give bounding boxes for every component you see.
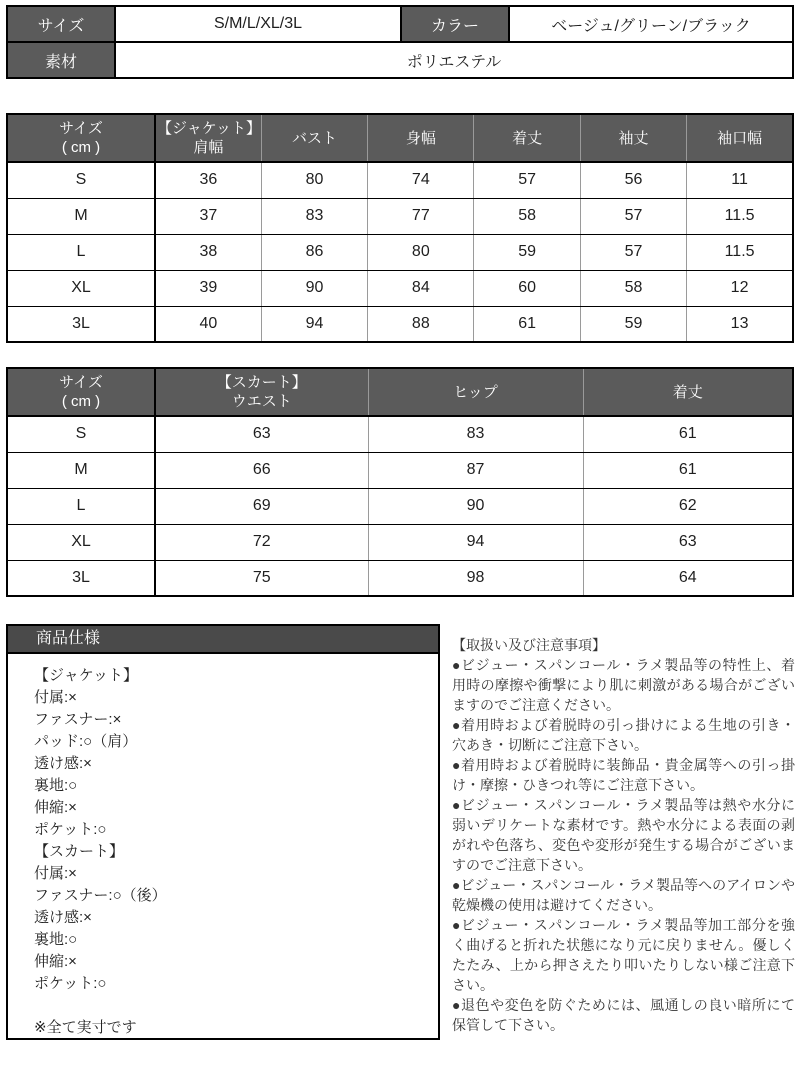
spec-line: ファスナー:×: [34, 711, 122, 728]
column-header-cuff: 袖口幅: [687, 114, 793, 162]
table-cell: 69: [155, 488, 368, 524]
spec-note: ※全て実寸です: [34, 1019, 137, 1036]
jacket-size-table: [6, 113, 794, 343]
table-cell: 94: [261, 306, 367, 342]
size-cell: M: [7, 198, 155, 234]
spec-line: ポケット:○: [34, 975, 107, 992]
care-note-item: ●ビジュー・スパンコール・ラメ製品等加工部分を強く曲げると折れた状態になり元に戻りません。優しくたたみ、上から押さえたり叩いたりしない様ご注意下さい。: [452, 917, 795, 993]
jacket-row-m: [7, 198, 793, 234]
table-cell: 56: [580, 162, 686, 198]
table-cell: 12: [687, 270, 793, 306]
spec-line: 【ジャケット】: [34, 667, 138, 684]
material-value-cell: ポリエステル: [115, 42, 793, 78]
skirt-row-xl: [7, 524, 793, 560]
table-cell: 83: [261, 198, 367, 234]
table-cell: 84: [368, 270, 474, 306]
size-cell: L: [7, 234, 155, 270]
table-cell: 58: [474, 198, 580, 234]
table-cell: 61: [583, 416, 793, 452]
skirt-row-3l: [7, 560, 793, 596]
spec-line: パッド:○（肩）: [34, 733, 138, 750]
table-cell: 59: [474, 234, 580, 270]
spec-line: ファスナー:○（後）: [34, 887, 167, 904]
table-cell: 87: [368, 452, 583, 488]
size-cell: S: [7, 162, 155, 198]
spec-line: 伸縮:×: [34, 953, 77, 970]
table-cell: 11: [687, 162, 793, 198]
table-cell: 60: [474, 270, 580, 306]
column-header-size: [7, 114, 155, 162]
table-cell: 98: [368, 560, 583, 596]
table-cell: 80: [261, 162, 367, 198]
table-cell: 59: [580, 306, 686, 342]
table-cell: 57: [580, 234, 686, 270]
size-value-cell: S/M/L/XL/3L: [115, 6, 401, 42]
column-header-bust: バスト: [261, 114, 367, 162]
table-cell: 38: [155, 234, 261, 270]
size-cell: M: [7, 452, 155, 488]
spec-line: 【スカート】: [34, 843, 125, 860]
table-cell: 61: [474, 306, 580, 342]
color-label-cell: カラー: [401, 6, 509, 42]
spec-box-content: [8, 654, 438, 1039]
spec-line: 伸縮:×: [34, 799, 77, 816]
size-cell: S: [7, 416, 155, 452]
jacket-row-3l: [7, 306, 793, 342]
table-cell: 36: [155, 162, 261, 198]
size-cell: XL: [7, 524, 155, 560]
care-notes: [452, 624, 795, 1035]
size-cell: 3L: [7, 306, 155, 342]
info-row-size-color: [7, 6, 793, 42]
jacket-row-l: [7, 234, 793, 270]
header-line: サイズ: [59, 374, 103, 391]
table-cell: 83: [368, 416, 583, 452]
table-cell: 11.5: [687, 234, 793, 270]
table-cell: 90: [261, 270, 367, 306]
spec-line: 付属:×: [34, 689, 77, 706]
table-cell: 77: [368, 198, 474, 234]
table-cell: 90: [368, 488, 583, 524]
info-table: [6, 5, 794, 79]
skirt-header-row: [7, 368, 793, 416]
size-cell: 3L: [7, 560, 155, 596]
table-cell: 13: [687, 306, 793, 342]
header-line: サイズ: [59, 120, 103, 137]
size-cell: L: [7, 488, 155, 524]
header-line: 【スカート】: [216, 374, 307, 391]
table-cell: 58: [580, 270, 686, 306]
jacket-row-xl: [7, 270, 793, 306]
care-note-item: ●ビジュー・スパンコール・ラメ製品等の特性上、着用時の摩擦や衝撃により肌に刺激がある場合がございますのでご注意ください。: [452, 657, 795, 713]
table-cell: 75: [155, 560, 368, 596]
care-note-item: ●着用時および着脱時の引っ掛けによる生地の引き・穴あき・切断にご注意下さい。: [452, 717, 795, 753]
column-header-hip: ヒップ: [368, 368, 583, 416]
spec-line: 透け感:×: [34, 909, 92, 926]
column-header-body-width: 身幅: [368, 114, 474, 162]
header-line: ウエスト: [231, 393, 292, 410]
spec-line: 裏地:○: [34, 777, 78, 794]
spec-line: 付属:×: [34, 865, 77, 882]
header-line: ( cm ): [61, 139, 101, 156]
column-header-waist: [155, 368, 368, 416]
table-cell: 63: [155, 416, 368, 452]
header-line: ( cm ): [61, 393, 101, 410]
table-cell: 88: [368, 306, 474, 342]
table-cell: 74: [368, 162, 474, 198]
care-note-item: ●退色や変色を防ぐためには、風通しの良い暗所にて保管して下さい。: [452, 997, 795, 1033]
care-note-item: ●ビジュー・スパンコール・ラメ製品等へのアイロンや乾燥機の使用は避けてください。: [452, 877, 795, 913]
size-label-cell: サイズ: [7, 6, 115, 42]
skirt-row-l: [7, 488, 793, 524]
table-cell: 63: [583, 524, 793, 560]
table-cell: 80: [368, 234, 474, 270]
spec-line: 裏地:○: [34, 931, 78, 948]
column-header-size: [7, 368, 155, 416]
table-cell: 86: [261, 234, 367, 270]
bottom-section: [6, 624, 795, 1040]
table-cell: 57: [474, 162, 580, 198]
care-notes-title: 【取扱い及び注意事項】: [452, 637, 606, 653]
table-cell: 72: [155, 524, 368, 560]
header-line: 【ジャケット】: [157, 120, 261, 137]
care-note-item: ●着用時および着脱時に装飾品・貴金属等への引っ掛け・摩擦・ひきつれ等にご注意下さい。: [452, 757, 795, 793]
column-header-shoulder: [155, 114, 261, 162]
spec-box: [6, 624, 440, 1040]
info-row-material: [7, 42, 793, 78]
table-cell: 11.5: [687, 198, 793, 234]
table-cell: 62: [583, 488, 793, 524]
table-cell: 66: [155, 452, 368, 488]
table-cell: 37: [155, 198, 261, 234]
material-label-cell: 素材: [7, 42, 115, 78]
spec-line: ポケット:○: [34, 821, 107, 838]
table-cell: 57: [580, 198, 686, 234]
skirt-row-s: [7, 416, 793, 452]
table-cell: 39: [155, 270, 261, 306]
table-cell: 64: [583, 560, 793, 596]
column-header-sleeve: 袖丈: [580, 114, 686, 162]
skirt-size-table: [6, 367, 794, 597]
table-cell: 94: [368, 524, 583, 560]
table-cell: 61: [583, 452, 793, 488]
care-note-item: ●ビジュー・スパンコール・ラメ製品等は熱や水分に弱いデリケートな素材です。熱や水分による表面の剥がれや色落ち、変色や変形が発生する場合がございますのでご注意下さい。: [452, 797, 795, 873]
column-header-length: 着丈: [583, 368, 793, 416]
size-cell: XL: [7, 270, 155, 306]
jacket-header-row: [7, 114, 793, 162]
header-line: 肩幅: [193, 139, 224, 156]
jacket-row-s: [7, 162, 793, 198]
spec-line: 透け感:×: [34, 755, 92, 772]
column-header-length: 着丈: [474, 114, 580, 162]
skirt-row-m: [7, 452, 793, 488]
spec-box-title: 商品仕様: [8, 626, 438, 654]
table-cell: 40: [155, 306, 261, 342]
color-value-cell: ベージュ/グリーン/ブラック: [509, 6, 793, 42]
